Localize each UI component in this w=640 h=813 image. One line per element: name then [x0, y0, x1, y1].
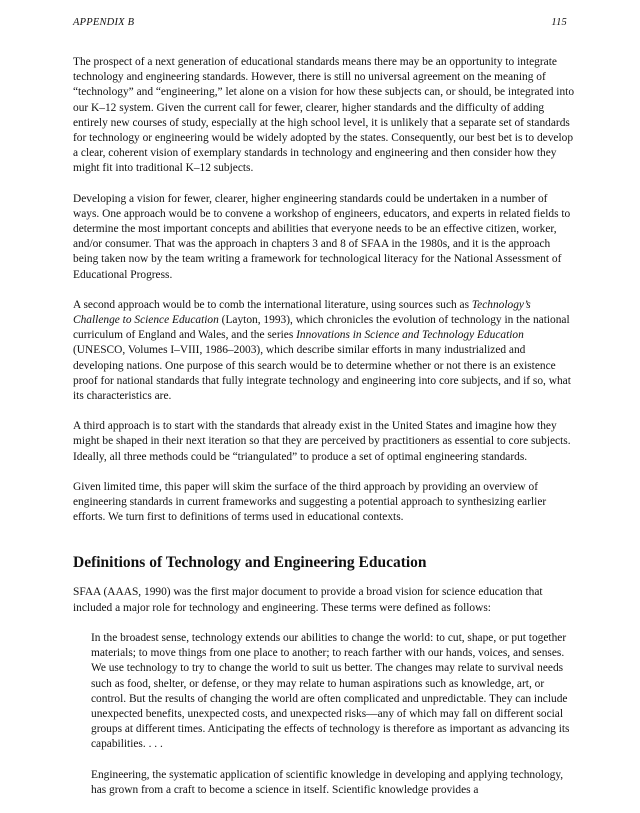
running-head-section: APPENDIX B	[73, 17, 135, 28]
paragraph-3-text-b: (Layton, 1993), which chronicles the evolution of technology in the national curriculum of England and Wales, and the series	[73, 314, 570, 342]
paragraph-3-text-c: (UNESCO, Volumes I–VIII, 1986–2003), which describe similar efforts in many industrialized and developing nations. One purpose of this search would be to determine whether or not there is an existence proof for national standards that fully integrate technology and engineering into core subjects, and if so, what its characteristics are.	[73, 344, 571, 403]
paragraph-2: Developing a vision for fewer, clearer, higher engineering standards could be undertaken in a number of ways. One approach would be to convene a workshop of engineers, educators, and experts in related fields to determine the most important concepts and abilities that everyone needs to be an effective citizen, worker, and/or consumer. That was the approach in chapters 3 and 8 of SFAA in the 1980s, and it is the approach being taken now by the team writing a framework for technological literacy for the National Assessment of Educational Progress.	[73, 192, 571, 281]
section-intro: SFAA (AAAS, 1990) was the first major document to provide a broad vision for science education that included a major role for technology and engineering. These terms were defined as follows:	[73, 586, 543, 614]
citation-innovations-series: Innovations in Science and Technology Education	[296, 329, 524, 342]
paragraph-1: The prospect of a next generation of educational standards means there may be an opportunity to integrate technology and engineering standards. However, there is still no universal agreement on the meaning of “technology” and “engineering,” let alone on a vision for how these subjects can, or should, be integrated into our K–12 system. Given the current call for fewer, clearer, higher standards and the difficulty of adding entirely new courses of study, especially at the high school level, it is unlikely that a separate set of standards for technology or engineering would be widely adopted by the states. Consequently, our best bet is to develop a clear, coherent vision of exemplary standards in technology and engineering and then consider how they might fit into traditional K–12 subjects.	[73, 56, 575, 175]
paragraph-3	[73, 298, 575, 404]
block-quote	[91, 631, 575, 798]
paragraph-4: A third approach is to start with the standards that already exist in the United States and imagine how they might be shaped in their next iteration so that they are perceived by practitioners as essential to core subjects. Ideally, all three methods could be “triangulated” to produce a set of optimal engineering standards.	[73, 420, 571, 463]
paragraph-3-text-a: A second approach would be to comb the international literature, using sources such as	[73, 298, 472, 311]
citation-technologys-challenge: Technology’s Challenge to Science Education	[73, 298, 531, 327]
body-text	[73, 55, 575, 813]
quote-technology-definition: In the broadest sense, technology extends our abilities to change the world: to cut, shape, or put together materials; to move things from one place to another; to reach farther with our hands, voices, and senses. We use technology to try to change the world to suit us better. The changes may relate to survival needs such as food, shelter, or defense, or they may relate to human aspirations such as knowledge, art, or control. But the results of changing the world are often complicated and unpredictable. They can include unexpected benefits, unexpected costs, and unexpected risks—any of which may fall on different social groups at different times. Anticipating the effects of technology is therefore as important as advancing its capabilities. . . .	[91, 631, 570, 751]
page-number: 115	[551, 17, 567, 28]
quote-engineering-definition: Engineering, the systematic application of scientific knowledge in developing and applying technology, has grown from a craft to become a science in itself. Scientific knowledge provides a	[91, 768, 564, 796]
paragraph-5: Given limited time, this paper will skim the surface of the third approach by providing an overview of engineering standards in current frameworks and suggesting a potential approach to synthesizing earlier efforts. We turn first to definitions of terms used in educational contexts.	[73, 480, 547, 524]
section-heading: Definitions of Technology and Engineering Education	[73, 554, 427, 572]
